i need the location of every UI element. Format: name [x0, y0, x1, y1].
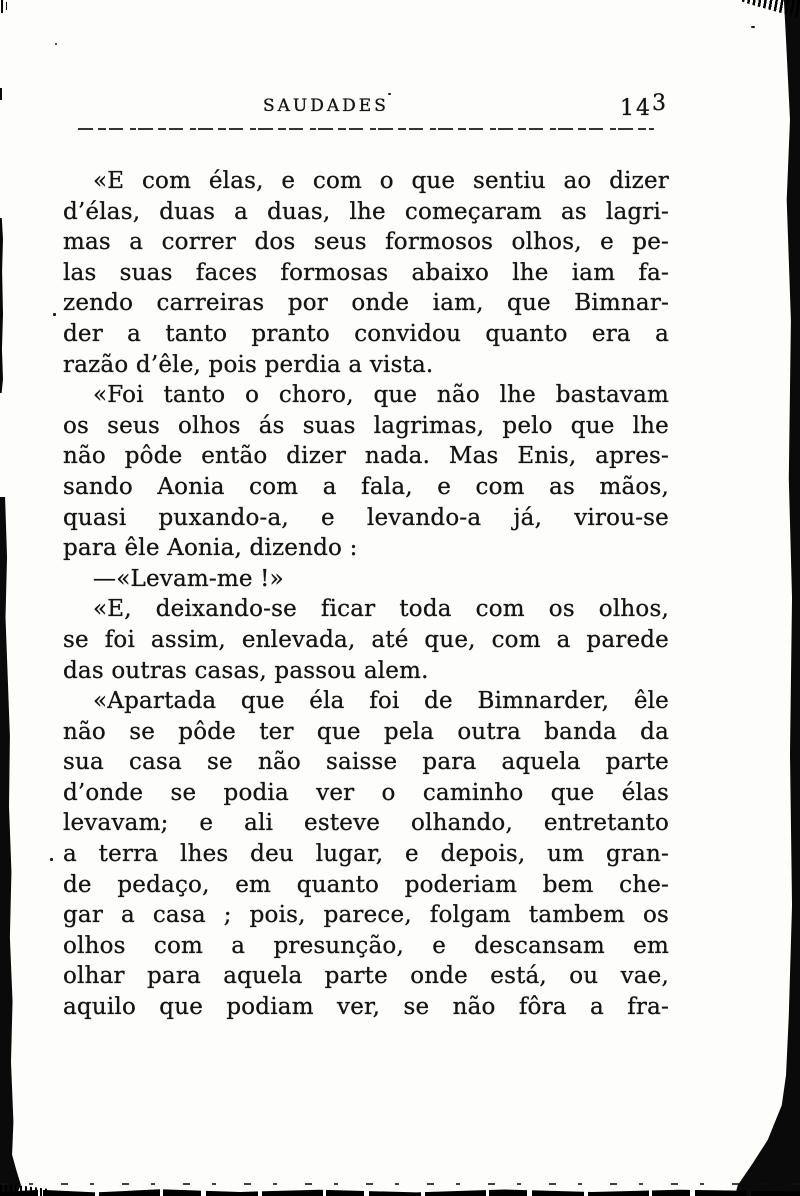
text-line: gar a casa ; pois, parece, folgam tambem os: [63, 902, 669, 929]
scan-left-edge-line: [0, 218, 3, 393]
paragraph: [63, 564, 669, 595]
text-line: d’élas, duas a duas, lhe começaram as lagri-: [63, 198, 669, 225]
text-line: sando Aonia com a fala, e com as mãos,: [63, 473, 669, 500]
text-line: «Apartada que éla foi de Bimnarder, êle: [93, 688, 669, 715]
scan-tick: [1, 0, 3, 13]
scan-tick: [6, 2, 7, 10]
scan-speck: [53, 313, 56, 316]
text-line: «E, deixando-se ficar toda com os olhos,: [93, 596, 669, 623]
header-rule: [78, 128, 654, 130]
text-line: aquilo que podiam ver, se não fôra a fra-: [63, 994, 669, 1021]
text-line: de pedaço, em quanto poderiam bem che-: [63, 871, 669, 898]
text-line: os seus olhos ás suas lagrimas, pelo que lhe: [63, 412, 669, 439]
scan-speck: [388, 93, 391, 95]
running-header-title: SAUDADES: [263, 96, 389, 116]
text-line: não pôde então dizer nada. Mas Enis, apres-: [63, 443, 669, 470]
text-line: das outras casas, passou alem.: [63, 657, 429, 684]
text-line: a terra lhes deu lugar, e depois, um gran-: [63, 841, 669, 868]
text-line: se foi assim, enlevada, até que, com a parede: [63, 626, 669, 653]
text-line: «Foi tanto o choro, que não lhe bastavam: [93, 382, 669, 409]
text-line: para êle Aonia, dizendo :: [63, 535, 358, 562]
text-line: não se pôde ter que pela outra banda da: [63, 718, 669, 745]
scan-speck: [751, 26, 755, 28]
paragraph: [63, 686, 669, 1023]
text-line: der a tanto pranto convidou quanto era a: [63, 320, 669, 347]
text-line: quasi puxando-a, e levando-a já, virou-se: [63, 504, 669, 531]
text-block: [63, 166, 669, 1023]
scan-speck: [50, 858, 53, 861]
scan-bottom-dotted-line: [0, 1183, 800, 1185]
text-line: olhos com a presunção, e descansam em: [63, 932, 669, 959]
scan-speck: [55, 43, 57, 45]
text-line: razão d’êle, pois perdia a vista.: [63, 351, 434, 378]
text-line: levavam; e ali esteve olhando, entretanto: [63, 810, 669, 837]
text-line: mas a correr dos seus formosos olhos, e pe-: [63, 229, 669, 256]
text-line: «E com élas, e com o que sentiu ao dizer: [93, 168, 669, 194]
paragraph: [63, 166, 669, 380]
text-line: d’onde se podia ver o caminho que élas: [63, 779, 669, 806]
paragraph: [63, 380, 669, 564]
scan-right-edge-stripe: [730, 0, 800, 1196]
text-line: zendo carreiras por onde iam, que Bimnar-: [63, 290, 669, 317]
text-line: sua casa se não saisse para aquela parte: [63, 749, 669, 776]
scan-bottom-band: [0, 1187, 800, 1196]
scan-left-edge-stripe: [0, 497, 22, 1196]
text-line: las suas faces formosas abaixo lhe iam fa-: [63, 259, 669, 286]
paragraph: [63, 594, 669, 686]
page-number: 143: [620, 91, 668, 121]
text-line: olhar para aquela parte onde está, ou vae,: [63, 963, 669, 990]
text-line: —«Levam-me !»: [93, 565, 284, 592]
scan-tick: [0, 88, 2, 100]
